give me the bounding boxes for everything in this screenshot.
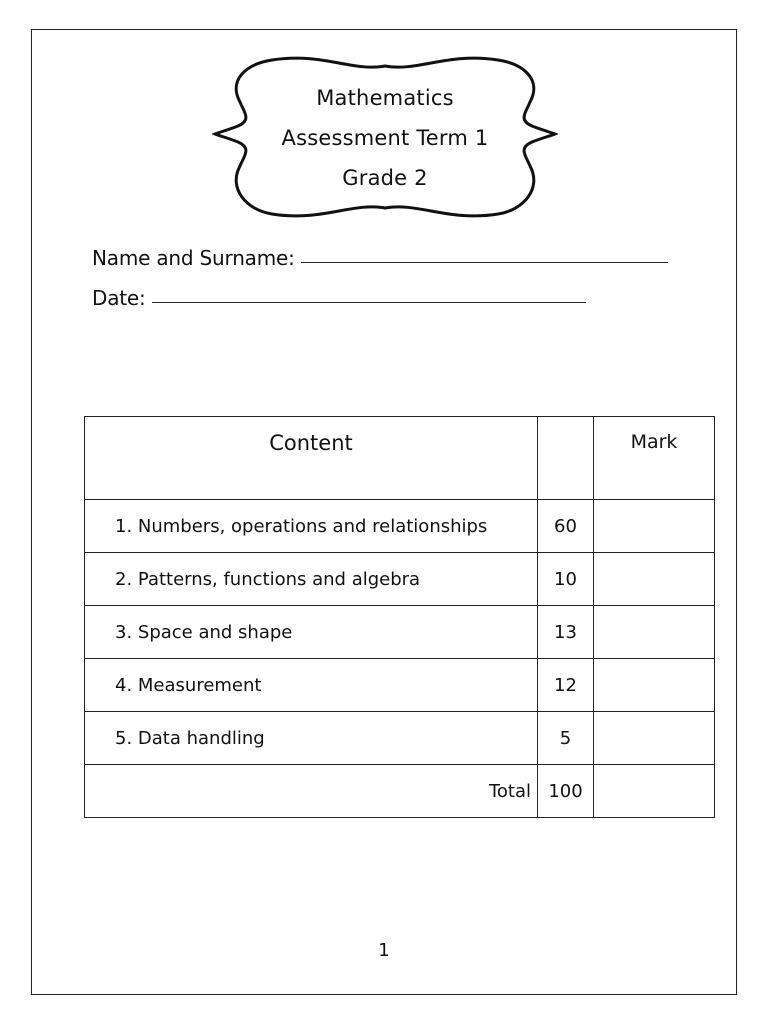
header-marks: [538, 417, 594, 500]
row-marks: 13: [538, 606, 594, 659]
title-assessment: Assessment Term 1: [281, 126, 489, 150]
row-mark-cell[interactable]: [594, 712, 715, 765]
content-marks-table: [84, 416, 715, 818]
title-subject: Mathematics: [316, 86, 454, 110]
table-row: [85, 606, 715, 659]
table-header-row: [85, 417, 715, 500]
row-item: 2. Patterns, functions and algebra: [85, 553, 538, 606]
row-mark-cell[interactable]: [594, 606, 715, 659]
row-item: 1. Numbers, operations and relationships: [85, 500, 538, 553]
row-mark-cell[interactable]: [594, 659, 715, 712]
row-marks: 60: [538, 500, 594, 553]
title-grade: Grade 2: [342, 166, 428, 190]
table-row: [85, 500, 715, 553]
row-marks: 10: [538, 553, 594, 606]
table-row: [85, 712, 715, 765]
row-item: 5. Data handling: [85, 712, 538, 765]
total-value: 100: [538, 765, 594, 818]
row-mark-cell[interactable]: [594, 553, 715, 606]
total-mark-cell[interactable]: [594, 765, 715, 818]
row-mark-cell[interactable]: [594, 500, 715, 553]
row-marks: 12: [538, 659, 594, 712]
table-total-row: [85, 765, 715, 818]
row-marks: 5: [538, 712, 594, 765]
date-label: Date:: [92, 286, 146, 310]
date-field: [92, 286, 586, 310]
title-frame: [212, 50, 558, 224]
date-blank-line[interactable]: [152, 301, 586, 303]
row-item: 3. Space and shape: [85, 606, 538, 659]
page-number: 1: [378, 940, 390, 961]
name-field: [92, 246, 668, 270]
name-label: Name and Surname:: [92, 246, 295, 270]
total-label: Total: [85, 765, 538, 818]
row-item: 4. Measurement: [85, 659, 538, 712]
header-mark: Mark: [594, 417, 715, 500]
header-content: Content: [85, 417, 538, 500]
name-blank-line[interactable]: [301, 261, 668, 263]
table-row: [85, 659, 715, 712]
table-row: [85, 553, 715, 606]
